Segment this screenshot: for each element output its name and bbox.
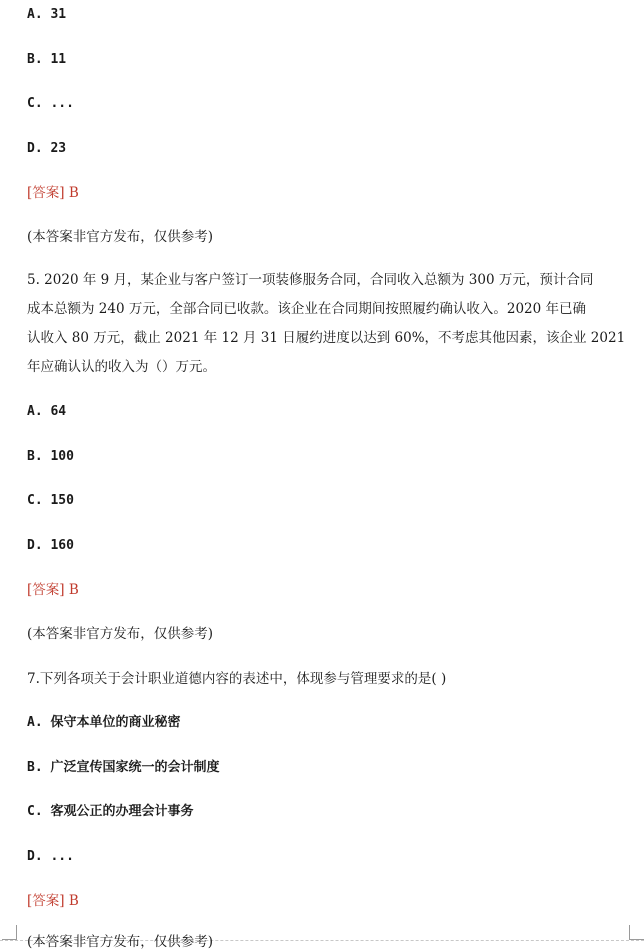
- question-line: 5. 2020 年 9 月，某企业与客户签订一项装修服务合同，合同收入总额为 300 万元，预计合同: [27, 272, 594, 288]
- option-c: C. 150: [27, 493, 74, 508]
- answer-label: [答案] B: [27, 893, 79, 909]
- option-a: A. 31: [27, 7, 67, 22]
- option-a: A. 保守本单位的商业秘密: [27, 715, 181, 730]
- disclaimer-note: (本答案非官方发布，仅供参考): [27, 626, 214, 642]
- option-b: B. 11: [27, 52, 67, 67]
- page-corner-mark: [2, 925, 17, 940]
- question-line: 认收入 80 万元，截止 2021 年 12 月 31 日履约进度以达到 60%，不考虑其他因素，该企业 2021: [27, 330, 626, 346]
- question-line: 成本总额为 240 万元，全部合同已收款。该企业在合同期间按照履约确认收入。2020 年已确: [27, 301, 586, 317]
- answer-label: [答案] B: [27, 185, 79, 201]
- option-b: B. 广泛宣传国家统一的会计制度: [27, 760, 220, 775]
- option-c: C. 客观公正的办理会计事务: [27, 804, 194, 819]
- page-corner-mark: [629, 925, 644, 940]
- disclaimer-note: (本答案非官方发布，仅供参考): [27, 229, 214, 245]
- disclaimer-note: (本答案非官方发布，仅供参考): [27, 934, 214, 950]
- question-7-text: 7.下列各项关于会计职业道德内容的表述中，体现参与管理要求的是( ): [27, 671, 447, 687]
- option-d: D. 23: [27, 141, 67, 156]
- option-c: C. ...: [27, 96, 74, 111]
- option-d: D. ...: [27, 849, 74, 864]
- question-line: 年应确认认的收入为（）万元。: [27, 359, 216, 375]
- question-5-text: [27, 266, 631, 382]
- option-d: D. 160: [27, 538, 74, 553]
- option-b: B. 100: [27, 449, 74, 464]
- option-a: A. 64: [27, 404, 67, 419]
- answer-label: [答案] B: [27, 582, 79, 598]
